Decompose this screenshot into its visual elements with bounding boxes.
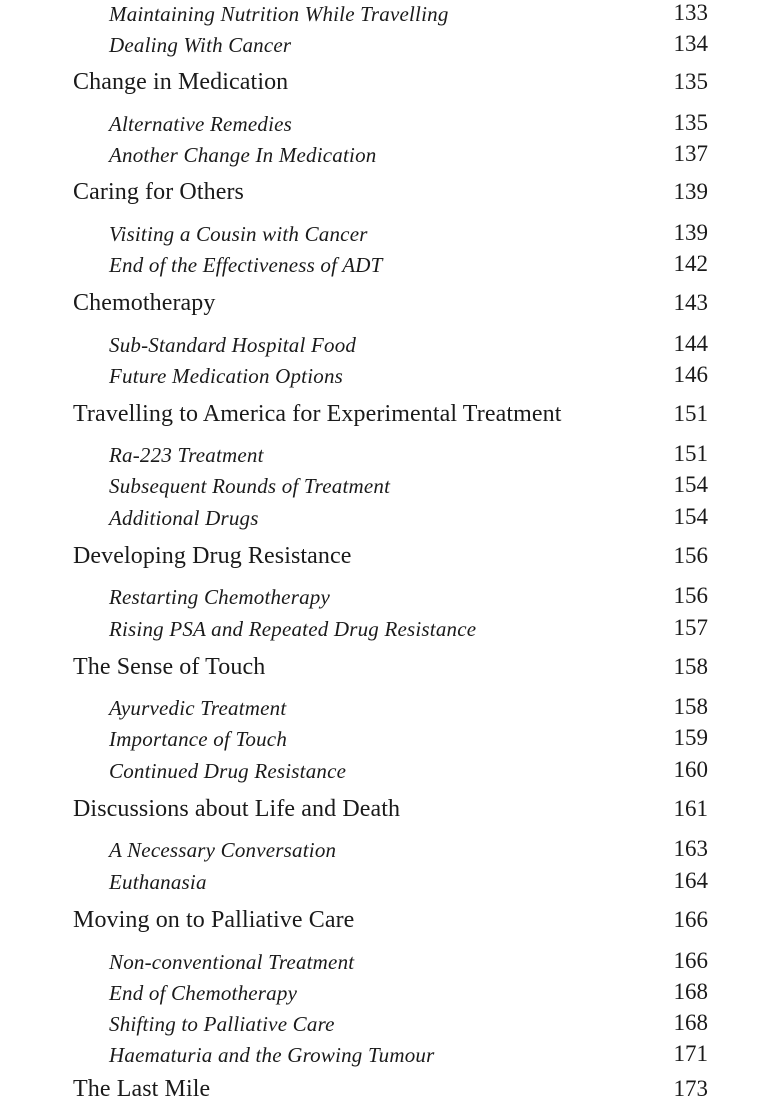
toc-entry-title: A Necessary Conversation: [109, 838, 337, 862]
toc-chapter-entry: [0, 796, 780, 828]
toc-entry-title: Chemotherapy: [73, 290, 216, 316]
toc-entry-title: Alternative Remedies: [109, 112, 293, 136]
toc-entry-page: 173: [673, 1076, 708, 1101]
toc-chapter-entry: [0, 654, 780, 686]
toc-entry-title: Continued Drug Resistance: [109, 759, 347, 783]
toc-section-entry: [0, 220, 780, 252]
toc-entry-page: 168: [673, 1010, 708, 1035]
toc-entry-page: 151: [673, 401, 708, 426]
toc-entry-page: 151: [673, 441, 708, 466]
toc-chapter-entry: [0, 290, 780, 322]
toc-chapter-entry: [0, 401, 780, 433]
toc-section-entry: [0, 331, 780, 363]
toc-entry-page: 139: [673, 179, 708, 204]
toc-chapter-entry: [0, 543, 780, 575]
toc-chapter-entry: [0, 1076, 780, 1108]
toc-entry-title: Euthanasia: [109, 870, 207, 894]
toc-section-entry: [0, 725, 780, 757]
toc-entry-page: 154: [673, 472, 708, 497]
toc-entry-page: 171: [673, 1041, 708, 1066]
toc-section-entry: [0, 31, 780, 63]
toc-entry-page: 166: [673, 948, 708, 973]
toc-entry-page: 158: [673, 694, 708, 719]
toc-entry-title: Developing Drug Resistance: [73, 543, 352, 569]
toc-entry-title: Importance of Touch: [109, 727, 288, 751]
toc-entry-title: Future Medication Options: [109, 364, 344, 388]
toc-entry-title: Non-conventional Treatment: [109, 950, 355, 974]
toc-section-entry: [0, 615, 780, 647]
toc-entry-page: 157: [673, 615, 708, 640]
toc-entry-page: 154: [673, 504, 708, 529]
toc-section-entry: [0, 110, 780, 142]
toc-entry-title: Rising PSA and Repeated Drug Resistance: [109, 617, 477, 641]
toc-entry-title: Ayurvedic Treatment: [109, 696, 287, 720]
toc-entry-title: Maintaining Nutrition While Travelling: [109, 2, 449, 26]
toc-entry-page: 133: [673, 0, 708, 25]
toc-entry-title: Travelling to America for Experimental Treatment: [73, 401, 562, 427]
toc-entry-page: 161: [673, 796, 708, 821]
toc-section-entry: [0, 504, 780, 536]
toc-section-entry: [0, 362, 780, 394]
toc-chapter-entry: [0, 69, 780, 101]
toc-entry-title: The Last Mile: [73, 1076, 211, 1102]
toc-entry-title: Haematuria and the Growing Tumour: [109, 1043, 435, 1067]
toc-entry-title: Ra-223 Treatment: [109, 443, 264, 467]
toc-section-entry: [0, 694, 780, 726]
toc-section-entry: [0, 836, 780, 868]
toc-entry-title: The Sense of Touch: [73, 654, 266, 680]
toc-entry-title: Shifting to Palliative Care: [109, 1012, 335, 1036]
toc-section-entry: [0, 141, 780, 173]
toc-entry-page: 159: [673, 725, 708, 750]
toc-entry-title: Restarting Chemotherapy: [109, 585, 330, 609]
toc-entry-title: Moving on to Palliative Care: [73, 907, 355, 933]
toc-section-entry: [0, 441, 780, 473]
toc-entry-page: 143: [673, 290, 708, 315]
toc-entry-page: 156: [673, 543, 708, 568]
toc-entry-title: Visiting a Cousin with Cancer: [109, 222, 368, 246]
toc-section-entry: [0, 0, 780, 32]
toc-entry-page: 164: [673, 868, 708, 893]
toc-section-entry: [0, 757, 780, 789]
toc-entry-page: 139: [673, 220, 708, 245]
toc-entry-title: End of the Effectiveness of ADT: [109, 253, 383, 277]
toc-entry-page: 168: [673, 979, 708, 1004]
toc-section-entry: [0, 472, 780, 504]
toc-entry-title: Change in Medication: [73, 69, 289, 95]
toc-entry-title: Subsequent Rounds of Treatment: [109, 474, 391, 498]
toc-entry-page: 135: [673, 110, 708, 135]
toc-entry-title: Another Change In Medication: [109, 143, 377, 167]
toc-entry-page: 158: [673, 654, 708, 679]
toc-entry-page: 156: [673, 583, 708, 608]
toc-section-entry: [0, 868, 780, 900]
toc-entry-page: 137: [673, 141, 708, 166]
toc-entry-title: Additional Drugs: [109, 506, 259, 530]
toc-section-entry: [0, 251, 780, 283]
toc-entry-page: 166: [673, 907, 708, 932]
toc-entry-page: 135: [673, 69, 708, 94]
toc-chapter-entry: [0, 179, 780, 211]
toc-entry-title: Discussions about Life and Death: [73, 796, 401, 822]
toc-section-entry: [0, 948, 780, 980]
toc-entry-page: 144: [673, 331, 708, 356]
toc-section-entry: [0, 1041, 780, 1073]
toc-entry-title: Dealing With Cancer: [109, 33, 292, 57]
toc-entry-title: Caring for Others: [73, 179, 244, 205]
toc-entry-title: End of Chemotherapy: [109, 981, 298, 1005]
toc-entry-title: Sub-Standard Hospital Food: [109, 333, 357, 357]
toc-entry-page: 134: [673, 31, 708, 56]
toc-section-entry: [0, 583, 780, 615]
toc-entry-page: 163: [673, 836, 708, 861]
toc-chapter-entry: [0, 907, 780, 939]
toc-entry-page: 142: [673, 251, 708, 276]
toc-entry-page: 160: [673, 757, 708, 782]
toc-section-entry: [0, 1010, 780, 1042]
toc-entry-page: 146: [673, 362, 708, 387]
toc-section-entry: [0, 979, 780, 1011]
